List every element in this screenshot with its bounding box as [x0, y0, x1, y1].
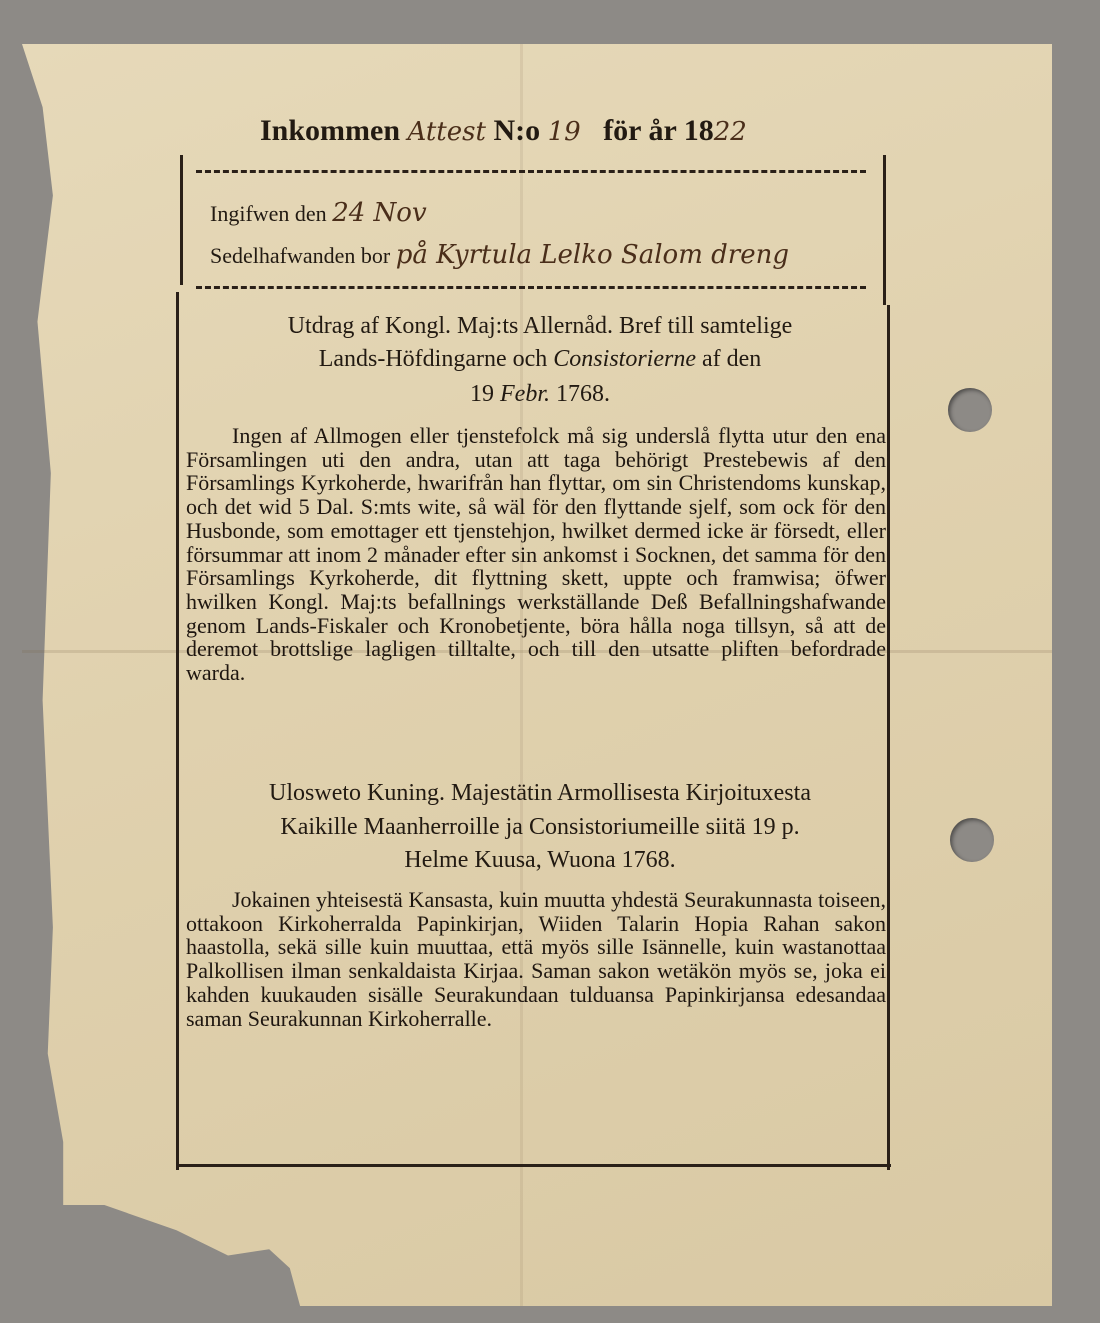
holder-residence-label: Sedelhafwanden bor: [210, 243, 391, 268]
submitted-date-value: 24 Nov: [332, 198, 427, 228]
frame-right-upper: [883, 155, 886, 305]
submitted-date-label: Ingifwen den: [210, 201, 327, 226]
form-header: [260, 114, 880, 154]
header-inkommen: Inkommen: [260, 114, 401, 147]
submitted-date-field: [210, 198, 427, 228]
header-year-printed: 18: [683, 114, 714, 147]
holder-residence-value: på Kyrtula Lelko Salom dreng: [395, 240, 789, 270]
frame-right-main: [887, 305, 890, 1170]
frame-left-main: [176, 292, 179, 1170]
holder-residence-field: [210, 240, 789, 270]
fields-separator: [196, 286, 866, 289]
header-number-label: N:o: [493, 114, 541, 147]
finnish-heading-2: Kaikille Maanherroille ja Consistoriumeille siitä 19 p.: [280, 814, 800, 840]
swedish-heading-1: Utdrag af Kongl. Maj:ts Allernåd. Bref till samtelige: [287, 313, 793, 339]
finnish-body: Jokainen yhteisestä Kansasta, kuin muutta yhdestä Seurakunnasta toiseen, ottakoon Kirkoherralda Papinkirjan, Wiiden Talarin Hopia Rahan sakon haastolla, sekä sille kuin muuttaa, että myös sille Isännelle, kuin wastanottaa Palkollisen ilman senkaldaista Kirjaa. Saman sakon wetäkön myös se, joka ei kahden kuukauden sisälle Seurakundaan tulduansa Papinkirjansa edesandaa saman Seurakunnan Kirkoherralle.: [186, 887, 886, 1031]
top-separator: [196, 170, 866, 173]
swedish-body: Ingen af Allmogen eller tjenstefolck må sig underslå flytta utur den ena Församlingen uti den andra, utan att taga behörigt Prestebewis af den Församlings Kyrkoherde, hwarifrån han flyttar, om sin Christendoms kunskap, och det wid 5 Dal. S:mts wite, så wäl för den flyttande sjelf, som ock för den Husbonde, som emottager ett tjenstehjon, hwilket dermed icke är försedt, eller försummar att inom 2 månader efter sin ankomst i Socknen, det samma för den Församlings Kyrkoherde, dit flyttning skett, uppte och framwisa; öfwer hwilken Kongl. Maj:ts befallnings werkställande Deß Befallningshafwande genom Lands-Fiskaler och Kronobetjente, böra hålla noga tillsyn, så att de deremot brottslige lagligen tilltalte, och till den utsatte pliften befordrade warda.: [186, 423, 886, 686]
swedish-heading-3: [200, 381, 880, 408]
swedish-heading-2b: Consistorierne: [553, 346, 696, 372]
finnish-heading-3: Helme Kuusa, Wuona 1768.: [404, 847, 676, 873]
finnish-heading-1: Ulosweto Kuning. Majestätin Armollisesta Kirjoituxesta: [269, 780, 811, 806]
swedish-heading-3b: Febr.: [500, 381, 550, 407]
swedish-heading-3c: 1768.: [556, 381, 610, 407]
swedish-heading-2c: af den: [701, 346, 762, 372]
swedish-heading-3a: 19: [470, 381, 494, 407]
punch-hole-bottom: [950, 818, 994, 862]
swedish-heading-2a: Lands-Höfdingarne och: [318, 346, 548, 372]
header-number-value: 19: [547, 117, 581, 147]
frame-left-upper: [180, 155, 183, 285]
header-attest: Attest: [407, 117, 486, 147]
punch-hole-top: [948, 388, 992, 432]
header-year-label: för år: [603, 114, 677, 147]
frame-bottom: [176, 1164, 891, 1167]
swedish-heading-2: [200, 346, 880, 373]
header-year-written: 22: [713, 117, 747, 147]
